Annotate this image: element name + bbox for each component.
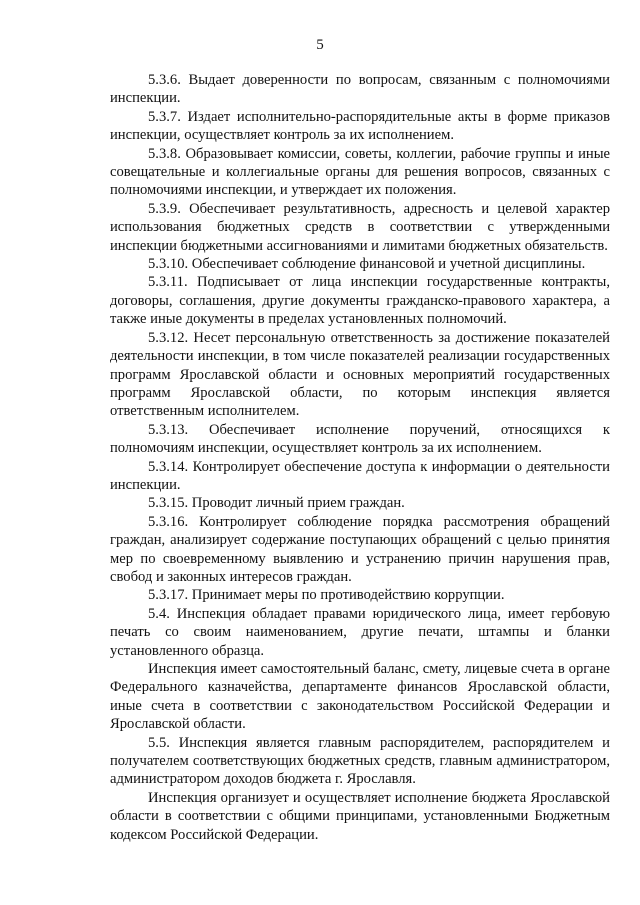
paragraph-5-3-11: 5.3.11. Подписывает от лица инспекции государственные контракты, договоры, соглашения, другие документы гражданско-правового характера, а также иные документы в пределах установленных полномочий. bbox=[110, 274, 610, 328]
page-number: 5 bbox=[316, 37, 324, 53]
paragraph-5-3-6: 5.3.6. Выдает доверенности по вопросам, связанным с полномочиями инспекции. bbox=[110, 72, 610, 107]
paragraph-5-3-8: 5.3.8. Образовывает комиссии, советы, коллегии, рабочие группы и иные совещательные и коллегиальные органы для решения вопросов, связанных с полномочиями инспекции, и утверждает их положения. bbox=[110, 145, 610, 199]
paragraph-5-3-14: 5.3.14. Контролирует обеспечение доступа к информации о деятельности инспекции. bbox=[110, 458, 610, 493]
paragraph-5-3-10: 5.3.10. Обеспечивает соблюдение финансовой и учетной дисциплины. bbox=[148, 256, 586, 273]
document-body bbox=[110, 71, 610, 844]
paragraph-5-5: 5.5. Инспекция является главным распорядителем, распорядителем и получателем соответствующих бюджетных средств, главным администратором, администратором доходов бюджета г. Ярославля. bbox=[110, 734, 610, 788]
paragraph-5-3-9: 5.3.9. Обеспечивает результативность, адресность и целевой характер использования бюджетных средств в соответствии с утвержденными инспекции бюджетными ассигнованиями и лимитами бюджетных обязательств. bbox=[110, 200, 610, 254]
paragraph-5-3-16: 5.3.16. Контролирует соблюдение порядка рассмотрения обращений граждан, анализирует содержание поступающих обращений с целью принятия мер по своевременному выявлению и устранению причин нарушения прав, свобод и законных интересов граждан. bbox=[110, 513, 610, 585]
paragraph-5-5-budget: Инспекция организует и осуществляет исполнение бюджета Ярославской области в соответствии с общими принципами, установленными Бюджетным кодексом Российской Федерации. bbox=[110, 789, 610, 843]
paragraph-5-4-balance: Инспекция имеет самостоятельный баланс, смету, лицевые счета в органе Федерального казначейства, департаменте финансов Ярославской области, иные счета в соответствии с законодательством Российской Федерации и Ярославской области. bbox=[110, 661, 610, 733]
paragraph-5-3-17: 5.3.17. Принимает меры по противодействию коррупции. bbox=[148, 587, 505, 604]
paragraph-5-3-7: 5.3.7. Издает исполнительно-распорядительные акты в форме приказов инспекции, осуществляет контроль за их исполнением. bbox=[110, 108, 610, 144]
paragraph-5-3-12: 5.3.12. Несет персональную ответственность за достижение показателей деятельности инспекции, в том числе показателей реализации государственных программ Ярославской области и основных мероприятий государственных программ Ярославской области, по которым инспекция является ответственным исполнителем. bbox=[110, 329, 610, 420]
paragraph-5-3-15: 5.3.15. Проводит личный прием граждан. bbox=[148, 495, 405, 512]
paragraph-5-3-13: 5.3.13. Обеспечивает исполнение поручений, относящихся к полномочиям инспекции, осуществляет контроль за их исполнением. bbox=[110, 421, 610, 457]
paragraph-5-4: 5.4. Инспекция обладает правами юридического лица, имеет гербовую печать со своим наименованием, другие печати, штампы и бланки установленного образца. bbox=[110, 605, 610, 659]
